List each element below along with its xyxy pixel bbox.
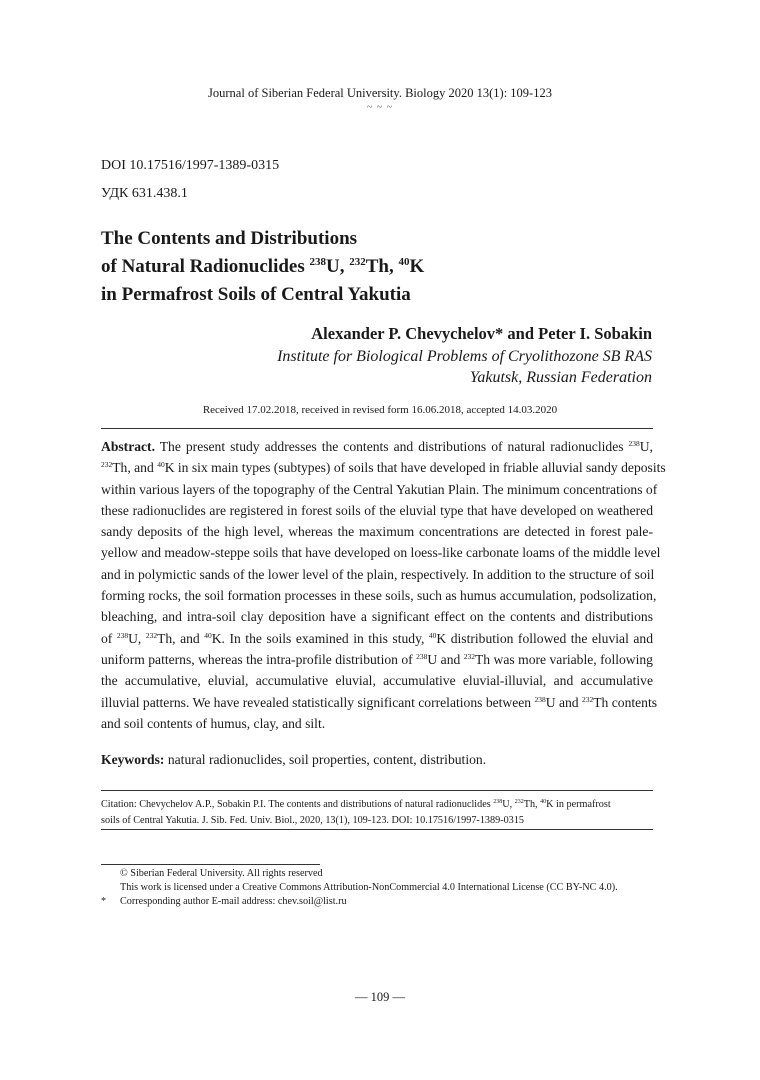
footnote-corresponding: * Corresponding author E-mail address: chev.soil@list.ru: [101, 896, 347, 907]
abstract-label: Abstract.: [101, 439, 155, 454]
header-ornament: ~ ~ ~: [366, 102, 394, 113]
footnote-divider: [101, 864, 320, 865]
abstract-line: bleaching, and intra-soil clay deposition have a significant effect on the contents and distributions: [101, 609, 653, 625]
abstract: [101, 436, 666, 734]
title-line-3: in Permafrost Soils of Central Yakutia: [101, 284, 411, 305]
institute: Institute for Biological Problems of Cryolithozone SB RAS: [277, 348, 652, 365]
citation-rule-bottom: [101, 829, 653, 830]
abstract-line: illuvial patterns. We have revealed statistically significant correlations between $^{238}$U and $^{232}$Th contents: [101, 694, 658, 710]
divider-top: [101, 428, 653, 429]
citation-line-2: soils of Central Yakutia. J. Sib. Fed. Univ. Biol., 2020, 13(1), 109-123. DOI: 10.17516/1997-1389-0315: [101, 814, 524, 826]
abstract-line: of $^{238}$U, $^{232}$Th, and $^{40}$K. In the soils examined in this study, $^{40}$K distribution followed the eluvial and: [101, 630, 653, 646]
abstract-line: and soil contents of humus, clay, and silt.: [101, 715, 326, 731]
citation: [101, 797, 653, 828]
abstract-line: the accumulative, eluvial, accumulative eluvial, accumulative eluvial-illuvial, and accumulative: [101, 673, 653, 689]
received-dates: Received 17.02.2018, received in revised form 16.06.2018, accepted 14.03.2020: [202, 404, 558, 416]
abstract-line: and in polymictic sands of the lower level of the plain, respectively. In addition to the structure of soil: [101, 566, 655, 582]
title-line-1: The Contents and Distributions: [101, 228, 358, 249]
abstract-line: yellow and meadow-steppe soils that have developed on loess-like carbonate loams of the middle level: [101, 545, 661, 561]
abstract-line: sandy deposits of the high level, whereas the maximum concentrations are detected in forest pale-: [101, 524, 653, 540]
keywords-text: natural radionuclides, soil properties, content, distribution.: [164, 752, 487, 767]
citation-line-1: Citation: Chevychelov A.P., Sobakin P.I. The contents and distributions of natural radionuclides $^{238}$U, $^{232}$Th, $^{40}$K in permafrost: [101, 799, 611, 810]
udk-code: УДК 631.438.1: [101, 186, 188, 201]
abstract-line: these radionuclides are registered in forest soils of the eluvial type that have developed on weathered: [101, 502, 653, 518]
authors: Alexander P. Chevychelov* and Peter I. Sobakin: [311, 324, 652, 343]
paper-title: [101, 225, 424, 309]
footnote-copyright: © Siberian Federal University. All rights reserved: [120, 868, 323, 879]
page-number: — 109 —: [355, 990, 405, 1004]
doi: DOI 10.17516/1997-1389-0315: [101, 158, 280, 173]
abstract-line: forming rocks, the soil formation processes in these soils, such as humus accumulation, podsolization,: [101, 588, 657, 604]
title-line-2: of Natural Radionuclides $^{238}$U, $^{232}$Th, $^{40}$K: [101, 256, 425, 277]
affiliation: [277, 346, 652, 388]
abstract-line: uniform patterns, whereas the intra-profile distribution of $^{238}$U and $^{232}$Th was more variable, following: [101, 651, 653, 667]
location: Yakutsk, Russian Federation: [469, 369, 652, 386]
abstract-line: $^{232}$Th, and $^{40}$K in six main types (subtypes) of soils that have developed in friable alluvial sandy deposits: [101, 460, 666, 476]
keywords-label: Keywords:: [101, 752, 165, 767]
abstract-line: within various layers of the topography of the Central Yakutian Plain. The minimum concentrations of: [101, 481, 658, 497]
journal-header: Journal of Siberian Federal University. Biology 2020 13(1): 109-123: [208, 86, 552, 100]
citation-rule-top: [101, 790, 653, 791]
footnote-license: This work is licensed under a Creative Commons Attribution-NonCommercial 4.0 International License (CC BY-NC 4.0).: [120, 882, 618, 893]
abstract-line: Abstract. The present study addresses the contents and distributions of natural radionuclides $^{238}$U,: [101, 439, 653, 454]
keywords: [101, 752, 486, 768]
